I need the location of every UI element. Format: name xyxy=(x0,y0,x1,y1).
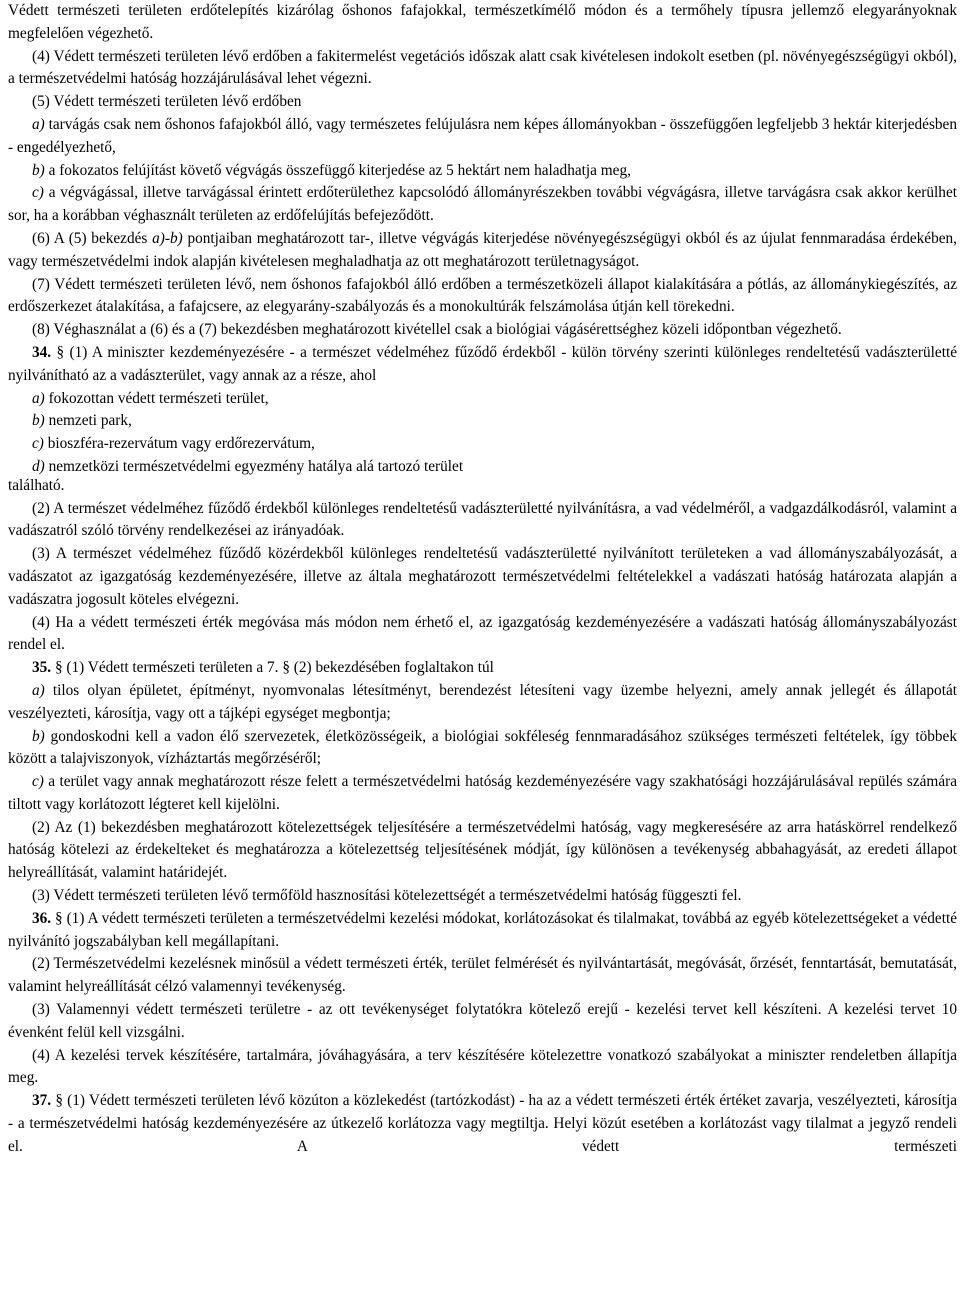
text-run: található. xyxy=(8,476,65,494)
text-run: pontjaiban meghatározott tar-, illetve végvágás kiterjedése növényegészségügyi okból és az újulat fennmaradása érdekében, vagy természetvédelmi indok alapján kivételesen meghaladhatja az ott meghatározott területnagyságot. xyxy=(8,229,957,270)
paragraph-33-6 xyxy=(8,228,957,274)
paragraph-35-1-a xyxy=(8,680,957,726)
point-marker: a) xyxy=(32,115,45,133)
paragraph-35-2 xyxy=(8,817,957,885)
section-number: 34. xyxy=(32,343,52,361)
text-run: a terület vagy annak meghatározott része felett a természetvédelmi hatóság kezdeményezésére vagy szakhatósági hozzájárulásával repülés számára tiltott vagy korlátozott légteret kell kijelölni. xyxy=(8,773,957,813)
text-run: (8) Véghasználat a (6) és a (7) bekezdésben meghatározott kivétellel csak a biológiai vágásérettséghez közeli időpontban végezhető. xyxy=(32,321,842,339)
paragraph-33-5-a xyxy=(8,114,957,160)
point-marker: b) xyxy=(32,412,45,430)
text-run: § (1) Védett természeti területen a 7. § (2) bekezdésében foglaltakon túl xyxy=(51,659,494,677)
paragraph-34-1-a xyxy=(8,388,957,411)
paragraph-35-1-c xyxy=(8,771,957,817)
text-run: § (1) A védett természeti területen a természetvédelmi kezelési módokat, korlátozásokat és tilalmakat, továbbá az egyéb kötelezettségeket a védetté nyilvánító jogszabályban kell megállapítani. xyxy=(8,909,957,950)
text-run: (3) Védett természeti területen lévő termőföld hasznosítási kötelezettségét a természetvédelmi hatóság függeszti fel. xyxy=(32,887,742,905)
text-run: Védett természeti területen erdőtelepítés kizárólag őshonos fafajokkal, természetkímélő módon és a termőhely típusra jellemző elegyarányoknak megfelelően végezhető. xyxy=(8,2,957,42)
paragraph-36-1 xyxy=(8,908,957,954)
text-run: (6) A (5) bekezdés xyxy=(32,229,153,247)
text-run: (7) Védett természeti területen lévő, nem őshonos fafajokból álló erdőben a természetközeli állapot kialakítására a pótlás, az állománykiegészítés, az erdőszerkezet átalakítása, a fafajcsere, az elegyarány-szabályozás és a monokultúrák felszámolása útján kell törekedni. xyxy=(8,275,957,316)
text-run: (4) Védett természeti területen lévő erdőben a fakitermelést vegetációs időszak alatt csak kivételesen indokolt esetben (pl. növényegészségügyi okból), a természetvédelmi hatóság hozzájárulásával lehet végezni. xyxy=(8,47,957,88)
point-marker: c) xyxy=(32,773,44,791)
paragraph-34-1-b xyxy=(8,410,957,433)
paragraph-35-1-b xyxy=(8,726,957,772)
section-number: 37. xyxy=(32,1092,52,1110)
paragraph-33-5-c xyxy=(8,182,957,228)
text-run: bioszféra-rezervátum vagy erdőrezervátum, xyxy=(43,435,315,453)
section-number: 35. xyxy=(32,659,52,677)
point-marker: b) xyxy=(32,161,45,179)
paragraph-36-2 xyxy=(8,953,957,999)
text-run: (4) A kezelési tervek készítésére, tartalmára, jóváhagyására, a terv készítésére kötelezettre vonatkozó szabályokat a miniszter rendeletben állapítja meg. xyxy=(8,1046,957,1087)
text-run: § (1) Védett természeti területen lévő közúton a közlekedést (tartózkodást) - ha az a védett természeti érték értéket zavarja, veszélyezteti, károsítja - a természetvédelmi hatóság kezdeményezésére az útkezelő korlátozza vagy megtiltja. Helyi közút esetében a korlátozást vagy tilalmat a jegyző rendeli el. A védett természeti xyxy=(8,1092,957,1155)
paragraph-35-1 xyxy=(8,657,957,680)
point-marker: a) xyxy=(32,681,45,699)
text-run: (3) Valamennyi védett természeti területre - az ott tevékenységet folytatókra kötelező erejű - kezelési tervet kell készíteni. A kezelési tervet 10 évenként felül kell vizsgálni. xyxy=(8,1001,957,1041)
paragraph-34-4 xyxy=(8,612,957,658)
paragraph-34-1-c xyxy=(8,433,957,456)
point-marker: b) xyxy=(32,727,45,745)
text-run: (4) Ha a védett természeti érték megóvása más módon nem érhető el, az igazgatóság kezdeményezésére a vadászati hatóság állományszabályozást rendel el. xyxy=(8,613,957,654)
paragraph-36-4 xyxy=(8,1045,957,1091)
point-marker: a)-b) xyxy=(152,229,183,247)
paragraph-34-3 xyxy=(8,543,957,611)
paragraph-34-2 xyxy=(8,498,957,544)
point-marker: d) xyxy=(32,457,45,475)
paragraph-36-3 xyxy=(8,999,957,1045)
text-run: gondoskodni kell a vadon élő szervezetek, életközösségeik, a biológiai sokféleség fennmaradásához szükséges természeti feltételek, így többek között a talajviszonyok, vízháztartás megőrzéséről; xyxy=(8,727,957,768)
paragraph-33-7 xyxy=(8,274,957,320)
paragraph-erdotelepites xyxy=(8,0,957,46)
text-run: a fokozatos felújítást követő végvágás összefüggő kiterjedése az 5 hektárt nem haladhatja meg, xyxy=(44,161,631,179)
text-run: tarvágás csak nem őshonos fafajokból álló, vagy természetes felújulásra nem képes állományokban - összefüggően legfeljebb 3 hektár kiterjedésben - engedélyezhető, xyxy=(8,115,957,156)
paragraph-33-5 xyxy=(8,91,957,114)
text-run: (2) Természetvédelmi kezelésnek minősül a védett természeti érték, terület felmérését és nyilvántartását, megóvását, őrzését, fenntartását, bemutatását, valamint helyreállítását célzó valamennyi tevékenység. xyxy=(8,955,957,996)
text-run: nemzetközi természetvédelmi egyezmény hatálya alá tartozó terület xyxy=(44,457,464,475)
paragraph-33-8 xyxy=(8,319,957,342)
text-run: fokozottan védett természeti terület, xyxy=(44,389,269,407)
text-run: nemzeti park, xyxy=(44,412,132,430)
text-run: (3) A természet védelméhez fűződő közérdekből különleges rendeltetésű vadászterületté nyilvánított területeken a vad állományszabályozását, a vadászatot az igazgatóság kezdeményezésére, illetve az általa meghatározott természetvédelmi feltételekkel a vadászati hatóság határozata alapján a vadászatra jogosult köteles elvégezni. xyxy=(8,545,957,608)
paragraph-35-3 xyxy=(8,885,957,908)
point-marker: c) xyxy=(32,184,44,202)
text-run: (5) Védett természeti területen lévő erdőben xyxy=(32,93,302,111)
text-run: (2) A természet védelméhez fűződő érdekből különleges rendeltetésű vadászterületté nyilvánításra, a vad védelméről, a vadgazdálkodásról, valamint a vadászatról szóló törvény rendelkezései az irányadóak. xyxy=(8,499,957,540)
section-number: 36. xyxy=(32,909,52,927)
paragraph-37-1 xyxy=(8,1090,957,1158)
paragraph-33-4 xyxy=(8,46,957,92)
text-run: § (1) A miniszter kezdeményezésére - a természet védelméhez fűződő érdekből - külön törvény szerinti különleges rendeltetésű vadászterületté nyilvánítható az a vadászterület, vagy annak az a része, ahol xyxy=(8,343,957,384)
paragraph-33-5-b xyxy=(8,160,957,183)
text-run: (2) Az (1) bekezdésben meghatározott kötelezettségek teljesítésére a természetvédelmi hatóság, vagy megkeresésére az arra hatáskörrel rendelkező hatóság kötelezi az érdekelteket és meghatározza a kötelezettség teljesítésének módját, így különösen a tevékenység abbahagyását, az eredeti állapot helyreállítását, valamint határidejét. xyxy=(8,818,957,882)
point-marker: a) xyxy=(32,389,45,407)
point-marker: c) xyxy=(32,435,44,453)
paragraph-34-1 xyxy=(8,342,957,388)
text-run: tilos olyan épületet, építményt, nyomvonalas létesítményt, berendezést létesíteni vagy üzembe helyezni, amely annak jellegét és állapotát veszélyezteti, károsítja, vagy ott a tájképi egységet megbontja; xyxy=(8,681,957,722)
text-run: a végvágással, illetve tarvágással érintett erdőterülethez kapcsolódó állományrészekben további végvágásra, illetve tarvágásra csak akkor kerülhet sor, ha a korábban véghasznált területen az erdőfelújítás befejeződött. xyxy=(8,184,957,225)
